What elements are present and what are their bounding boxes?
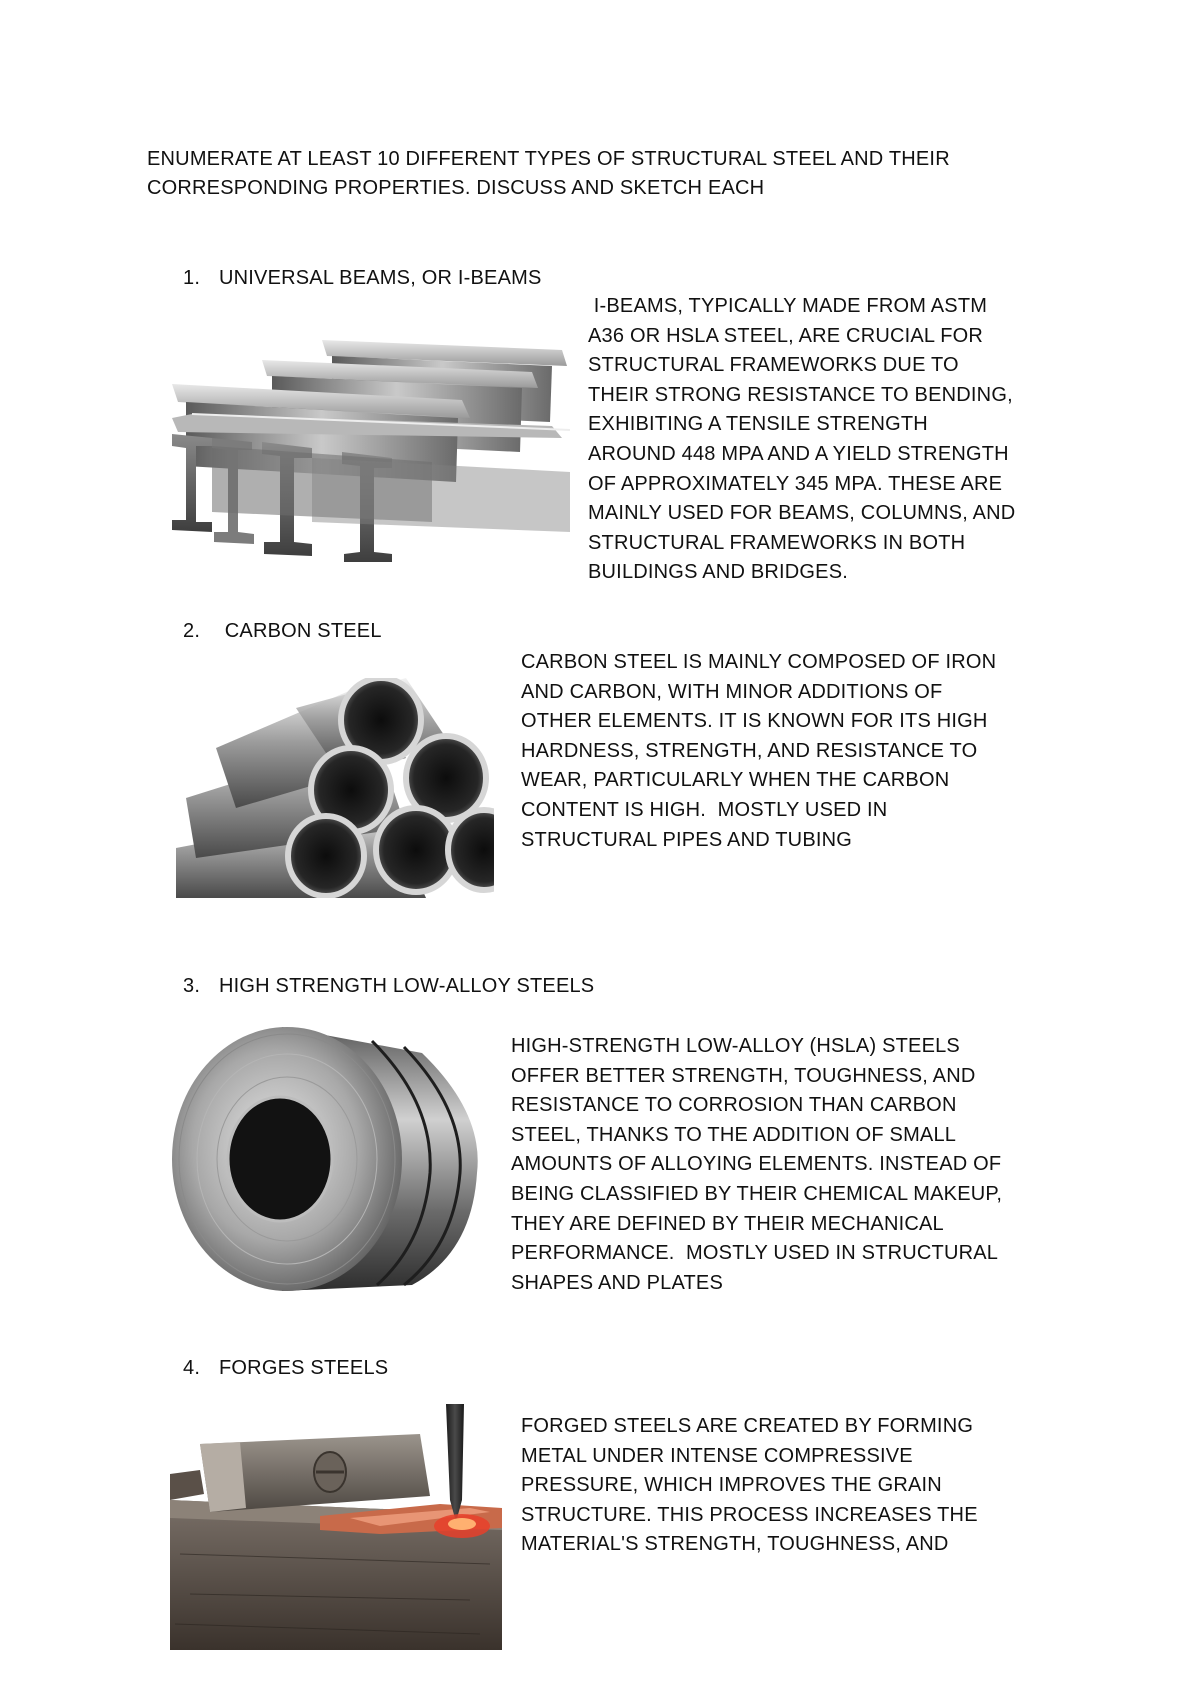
section-title: UNIVERSAL BEAMS, OR I-BEAMS	[219, 267, 542, 289]
description-line: PERFORMANCE. MOSTLY USED IN STRUCTURAL	[511, 1242, 999, 1265]
description-line: MAINLY USED FOR BEAMS, COLUMNS, AND	[588, 502, 1016, 525]
description-line: BUILDINGS AND BRIDGES.	[588, 561, 849, 584]
question-text	[147, 145, 1097, 203]
section-number: 3.	[183, 975, 201, 997]
description-line: A36 OR HSLA STEEL, ARE CRUCIAL FOR	[588, 324, 984, 347]
description-line: AMOUNTS OF ALLOYING ELEMENTS. INSTEAD OF	[511, 1153, 1002, 1176]
description-line: STRUCTURE. THIS PROCESS INCREASES THE	[521, 1503, 978, 1526]
description-line: AROUND 448 MPA AND A YIELD STRENGTH	[588, 442, 1009, 465]
description-line: STEEL, THANKS TO THE ADDITION OF SMALL	[511, 1123, 957, 1146]
description-line: STRUCTURAL PIPES AND TUBING	[521, 828, 853, 851]
section-description-hsla-steels	[511, 1032, 1002, 1298]
section-heading-forged-steels	[183, 1354, 388, 1382]
section-description-forged-steels	[521, 1412, 978, 1560]
section-number: 2.	[183, 620, 201, 642]
question-line: ENUMERATE AT LEAST 10 DIFFERENT TYPES OF STRUCTURAL STEEL AND THEIR	[147, 148, 950, 170]
description-line: FORGED STEELS ARE CREATED BY FORMING	[521, 1415, 974, 1437]
section-heading-universal-beams	[183, 264, 542, 292]
steel-coil-photo-icon	[172, 1023, 484, 1295]
description-line: OFFER BETTER STRENGTH, TOUGHNESS, AND	[511, 1064, 976, 1087]
section-title: CARBON STEEL	[219, 620, 382, 642]
description-line: AND CARBON, WITH MINOR ADDITIONS OF	[521, 680, 943, 703]
section-description-universal-beams	[588, 292, 1015, 588]
question-line: CORRESPONDING PROPERTIES. DISCUSS AND SKETCH EACH	[147, 177, 765, 199]
description-line: HIGH-STRENGTH LOW-ALLOY (HSLA) STEELS	[511, 1035, 960, 1057]
description-line: CONTENT IS HIGH. MOSTLY USED IN	[521, 798, 888, 821]
description-line: MATERIAL'S STRENGTH, TOUGHNESS, AND	[521, 1533, 949, 1556]
description-line: HARDNESS, STRENGTH, AND RESISTANCE TO	[521, 739, 978, 762]
section-heading-hsla-steels	[183, 972, 594, 1000]
forging-hammer-photo-icon	[170, 1404, 502, 1650]
description-line: RESISTANCE TO CORROSION THAN CARBON	[511, 1094, 957, 1117]
description-line: I-BEAMS, TYPICALLY MADE FROM ASTM	[588, 295, 988, 317]
description-line: SHAPES AND PLATES	[511, 1271, 723, 1294]
description-line: THEY ARE DEFINED BY THEIR MECHANICAL	[511, 1212, 944, 1235]
description-line: OF APPROXIMATELY 345 MPA. THESE ARE	[588, 472, 1003, 495]
section-number: 1.	[183, 267, 201, 289]
i-beams-photo-icon	[172, 322, 570, 562]
description-line: METAL UNDER INTENSE COMPRESSIVE	[521, 1444, 913, 1467]
section-heading-carbon-steel	[183, 617, 382, 645]
section-number: 4.	[183, 1357, 201, 1379]
section-description-carbon-steel	[521, 648, 996, 855]
description-line: THEIR STRONG RESISTANCE TO BENDING,	[588, 383, 1013, 406]
description-line: CARBON STEEL IS MAINLY COMPOSED OF IRON	[521, 651, 997, 673]
description-line: STRUCTURAL FRAMEWORKS DUE TO	[588, 354, 959, 377]
section-title: FORGES STEELS	[219, 1357, 389, 1379]
description-line: OTHER ELEMENTS. IT IS KNOWN FOR ITS HIGH	[521, 710, 988, 733]
description-line: STRUCTURAL FRAMEWORKS IN BOTH	[588, 531, 966, 554]
section-title: HIGH STRENGTH LOW-ALLOY STEELS	[219, 975, 595, 997]
description-line: BEING CLASSIFIED BY THEIR CHEMICAL MAKEUP,	[511, 1182, 1003, 1205]
description-line: PRESSURE, WHICH IMPROVES THE GRAIN	[521, 1474, 942, 1497]
description-line: EXHIBITING A TENSILE STRENGTH	[588, 413, 928, 436]
description-line: WEAR, PARTICULARLY WHEN THE CARBON	[521, 769, 950, 792]
steel-pipes-photo-icon	[176, 678, 494, 898]
